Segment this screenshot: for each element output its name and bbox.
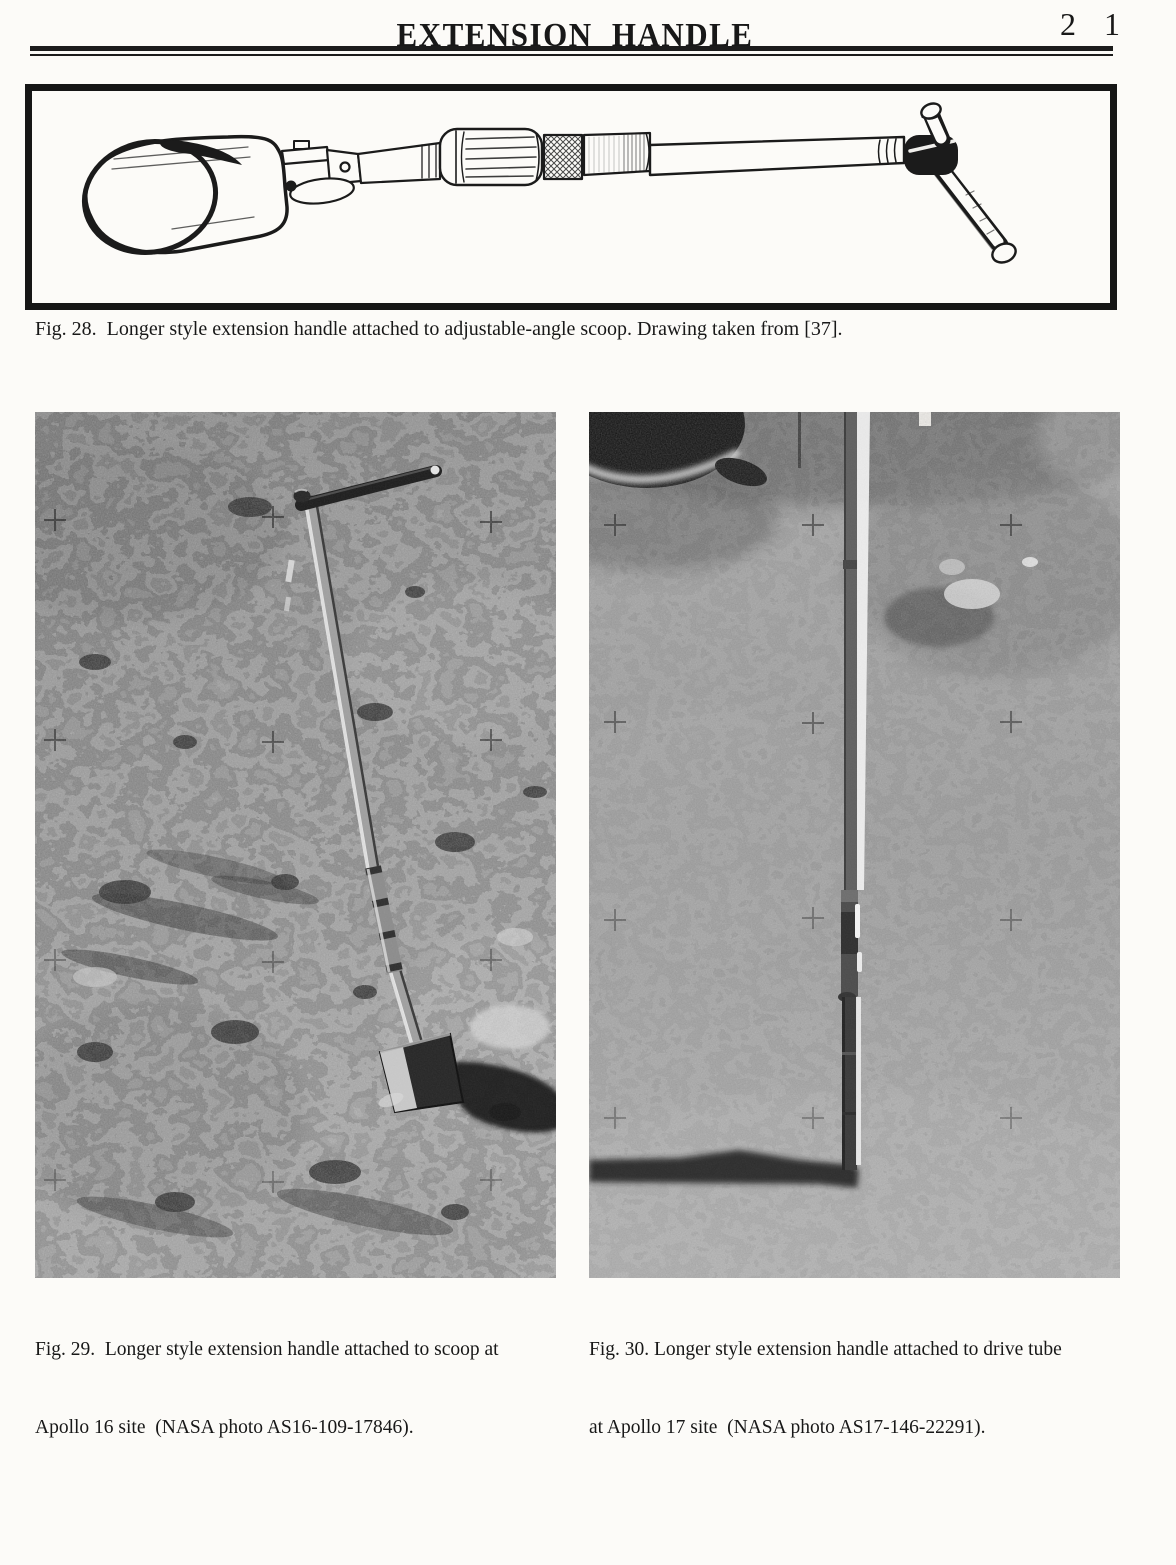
figure-28-frame <box>25 84 1117 310</box>
lunar-surface-scoop-photo <box>35 412 556 1278</box>
handle-shaft-drawing <box>358 129 904 185</box>
figure-30 <box>589 412 1120 1493</box>
fig30-caption-line1: Fig. 30. Longer style extension handle attached to drive tube <box>589 1339 1062 1360</box>
fig30-photo <box>589 412 1120 1278</box>
fig29-caption-line2: Apollo 16 site (NASA photo AS16-109-17846). <box>35 1417 414 1438</box>
fig30-caption-line2: at Apollo 17 site (NASA photo AS17-146-22291). <box>589 1417 986 1438</box>
fig29-caption <box>35 1285 556 1493</box>
t-handle-drawing <box>904 101 1018 266</box>
scoop-drawing <box>74 129 287 264</box>
page-number: 2 1 <box>1060 6 1130 42</box>
fig28-caption: Fig. 28. Longer style extension handle attached to adjustable-angle scoop. Drawing taken from [37]. <box>35 318 843 340</box>
page-title: EXTENSION HANDLE <box>396 16 754 54</box>
hinge-mechanism-drawing <box>282 141 361 207</box>
fig30-caption <box>589 1285 1120 1493</box>
header-double-rule <box>30 46 1113 56</box>
photo-row <box>35 412 1120 1493</box>
figure-29 <box>35 412 556 1493</box>
lunar-surface-drive-tube-photo <box>589 412 1120 1278</box>
fig29-caption-line1: Fig. 29. Longer style extension handle attached to scoop at <box>35 1339 499 1360</box>
extension-handle-drawing <box>32 91 1110 303</box>
fig29-photo <box>35 412 556 1278</box>
